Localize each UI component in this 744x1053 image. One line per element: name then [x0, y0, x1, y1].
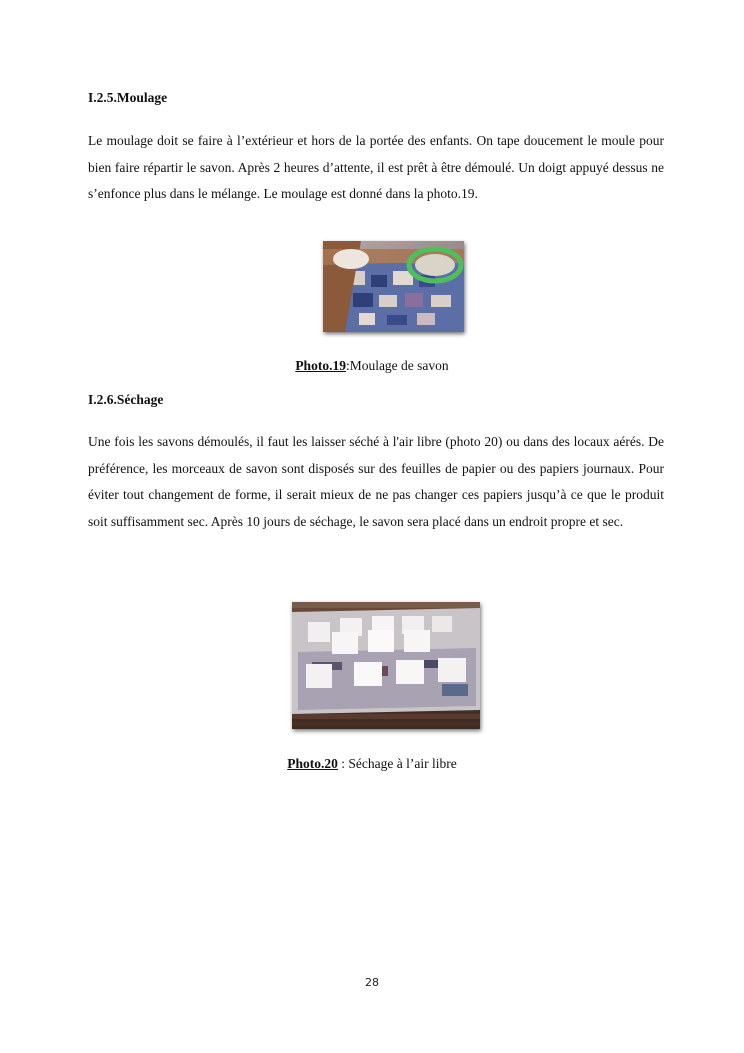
photo-air-drying — [292, 602, 480, 729]
page-number: 28 — [365, 976, 379, 989]
section-heading-moulage: I.2.5.Moulage — [88, 90, 168, 105]
photo19-label: Photo.19 — [295, 358, 346, 373]
photo20-label: Photo.20 — [287, 756, 338, 771]
paragraph-sechage: Une fois les savons démoulés, il faut les laisser séché à l'air libre (photo 20) ou dans des locaux aérés. De préférence, les morceaux de savon sont disposés sur des feuilles de papier ou des papiers journaux. Pour éviter tout changement de forme, il serait mieux de ne pas changer ces papiers jusqu’à ce que le produit soit suffisamment sec. Après 10 jours de séchage, le savon sera placé dans un endroit propre et sec. — [88, 434, 664, 529]
photo20-caption-text: : Séchage à l’air libre — [337, 756, 457, 771]
photo-soap-molding — [323, 241, 464, 332]
section-heading-sechage: I.2.6.Séchage — [88, 392, 164, 407]
photo19-caption — [0, 358, 744, 374]
paragraph-moulage: Le moulage doit se faire à l’extérieur et hors de la portée des enfants. On tape doucement le moule pour bien faire répartir le savon. Après 2 heures d’attente, il est prêt à être démoulé. Un doigt appuyé dessus ne s’enfonce plus dans le mélange. Le moulage est donné dans la photo.19. — [88, 133, 664, 201]
photo19-caption-text: :Moulage de savon — [345, 358, 449, 373]
photo20-caption — [0, 756, 744, 772]
